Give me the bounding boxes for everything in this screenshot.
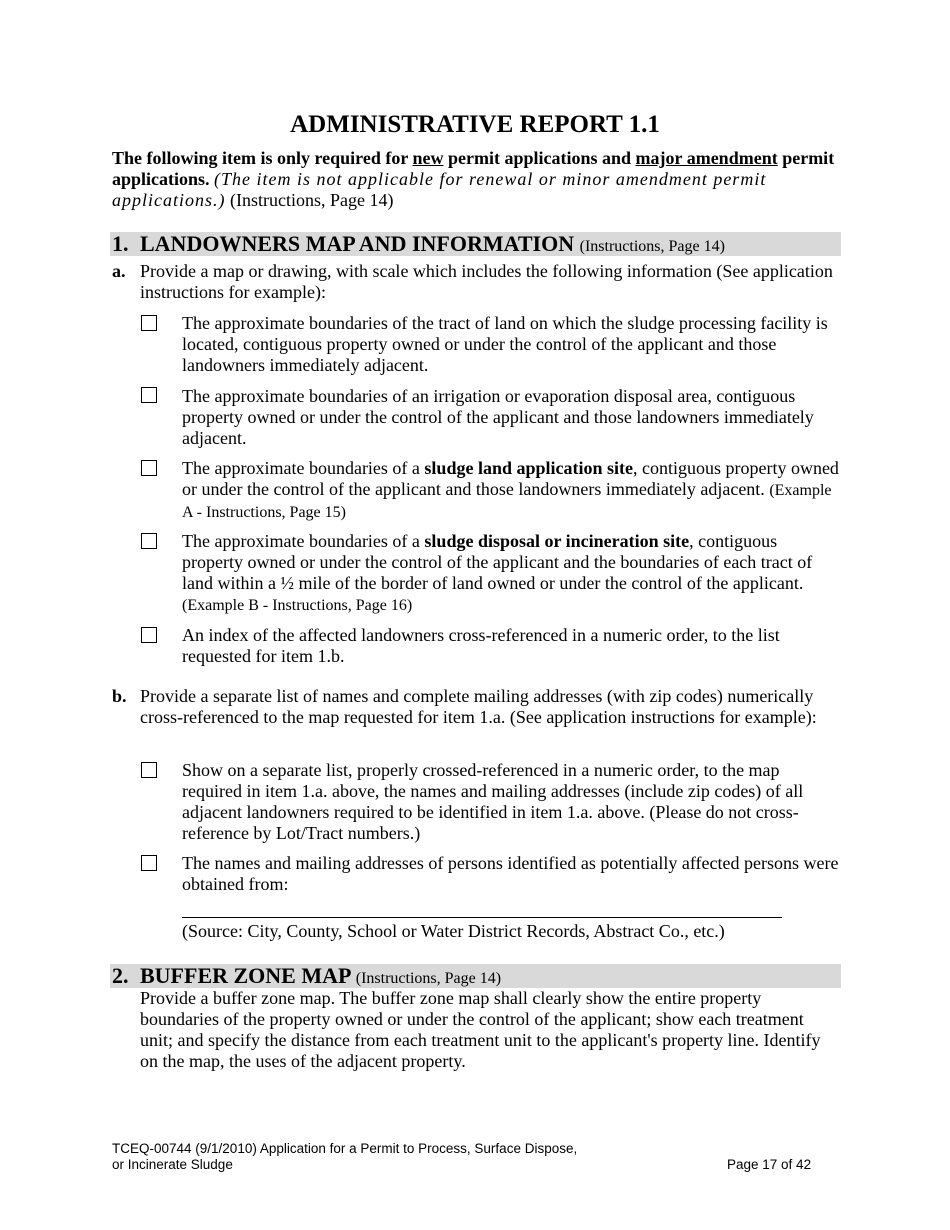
intro-text-1: The following item is only required for <box>112 148 413 168</box>
section1-number: 1. <box>112 231 129 256</box>
checkbox-1a-land-application-site[interactable] <box>141 460 157 476</box>
footer-form-id <box>112 1141 577 1173</box>
c3-pre: The approximate boundaries of a <box>182 458 425 478</box>
section1-title: LANDOWNERS MAP AND INFORMATION <box>140 231 575 256</box>
item-1a-text: Provide a map or drawing, with scale which includes the following information (See application instructions for example): <box>140 261 833 302</box>
intro-major-amendment-underlined: major amendment <box>635 148 778 168</box>
intro-text-3: permit applications. <box>112 148 835 189</box>
intro-text-2: permit applications and <box>443 148 636 168</box>
checkbox-1a-irrigation-area[interactable] <box>141 387 157 403</box>
c4-example-ref: (Example B - Instructions, Page 16) <box>182 597 413 614</box>
page-title: ADMINISTRATIVE REPORT 1.1 <box>290 111 660 138</box>
footer-page-number: Page 17 of 42 <box>727 1157 812 1172</box>
section2-number: 2. <box>112 963 129 988</box>
checkbox-1a-irrigation-area-label: The approximate boundaries of an irrigation or evaporation disposal area, contiguous property owned or under the control of the applicant and those landowners immediately adjacent. <box>182 386 814 448</box>
checkbox-1a-landowner-index-label: An index of the affected landowners cross-referenced in a numeric order, to the list requested for item 1.b. <box>182 625 780 666</box>
footer-line-1: TCEQ-00744 (9/1/2010) Application for a Permit to Process, Surface Dispose, <box>112 1141 578 1156</box>
source-fill-line[interactable] <box>182 917 782 918</box>
c3-example-ref: (Example A - Instructions, Page 15) <box>182 482 832 521</box>
item-1b-text: Provide a separate list of names and complete mailing addresses (with zip codes) numerically cross-referenced to the map requested for item 1.a. (See application instructions for example): <box>140 686 817 727</box>
section1-instructions-ref: (Instructions, Page 14) <box>579 238 725 255</box>
intro-italic-note: (The item is not applicable for renewal or minor amendment permit applications.) <box>112 169 767 210</box>
item-1a-letter: a. <box>112 261 126 281</box>
checkbox-1a-tract-boundaries[interactable] <box>141 315 157 331</box>
checkbox-1b-addresses-source-label: The names and mailing addresses of persons identified as potentially affected persons were obtained from: <box>182 853 839 894</box>
checkbox-1a-landowner-index[interactable] <box>141 627 157 643</box>
intro-paragraph <box>112 148 842 211</box>
checkbox-1a-tract-boundaries-label: The approximate boundaries of the tract of land on which the sludge processing facility is located, contiguous property owned or under the control of the applicant and those landowners immediately adjacent. <box>182 313 828 375</box>
c3-bold: sludge land application site <box>424 458 633 478</box>
section2-heading <box>112 964 501 991</box>
checkbox-1b-separate-list[interactable] <box>141 762 157 778</box>
section2-instructions-ref: (Instructions, Page 14) <box>355 970 502 987</box>
c4-pre: The approximate boundaries of a <box>182 531 425 551</box>
section1-heading <box>112 232 725 259</box>
item-1b-letter: b. <box>112 686 127 706</box>
source-caption: (Source: City, County, School or Water District Records, Abstract Co., etc.) <box>182 921 725 941</box>
footer-line-2: or Incinerate Sludge <box>112 1157 233 1172</box>
c4-bold: sludge disposal or incineration site <box>424 531 690 551</box>
intro-instructions-ref: (Instructions, Page 14) <box>230 190 394 210</box>
checkbox-1b-separate-list-label: Show on a separate list, properly crossed-referenced in a numeric order, to the map required in item 1.a. above, the names and mailing addresses (include zip codes) of all adjacent landowners required to be identified in item 1.a. above. (Please do not cross-reference by Lot/Tract numbers.) <box>182 760 804 843</box>
intro-new-underlined: new <box>412 148 444 168</box>
checkbox-1a-disposal-incineration-site-label <box>182 531 842 616</box>
checkbox-1a-land-application-site-label <box>182 458 842 523</box>
checkbox-1b-addresses-source[interactable] <box>141 855 157 871</box>
checkbox-1a-disposal-incineration-site[interactable] <box>141 533 157 549</box>
section2-title: BUFFER ZONE MAP <box>140 963 351 988</box>
c4-post: , contiguous property owned or under the control of the applicant and the boundaries of each tract of land within a ½ mile of the border of land owned or under the control of the applicant. <box>182 531 813 593</box>
c3-post: , contiguous property owned or under the control of the applicant and those landowners immediately adjacent. <box>182 458 839 499</box>
section2-text: Provide a buffer zone map. The buffer zone map shall clearly show the entire property boundaries of the property owned or under the control of the applicant; show each treatment unit; and specify the distance from each treatment unit to the applicant's property line. Identify on the map, the uses of the adjacent property. <box>140 988 821 1071</box>
